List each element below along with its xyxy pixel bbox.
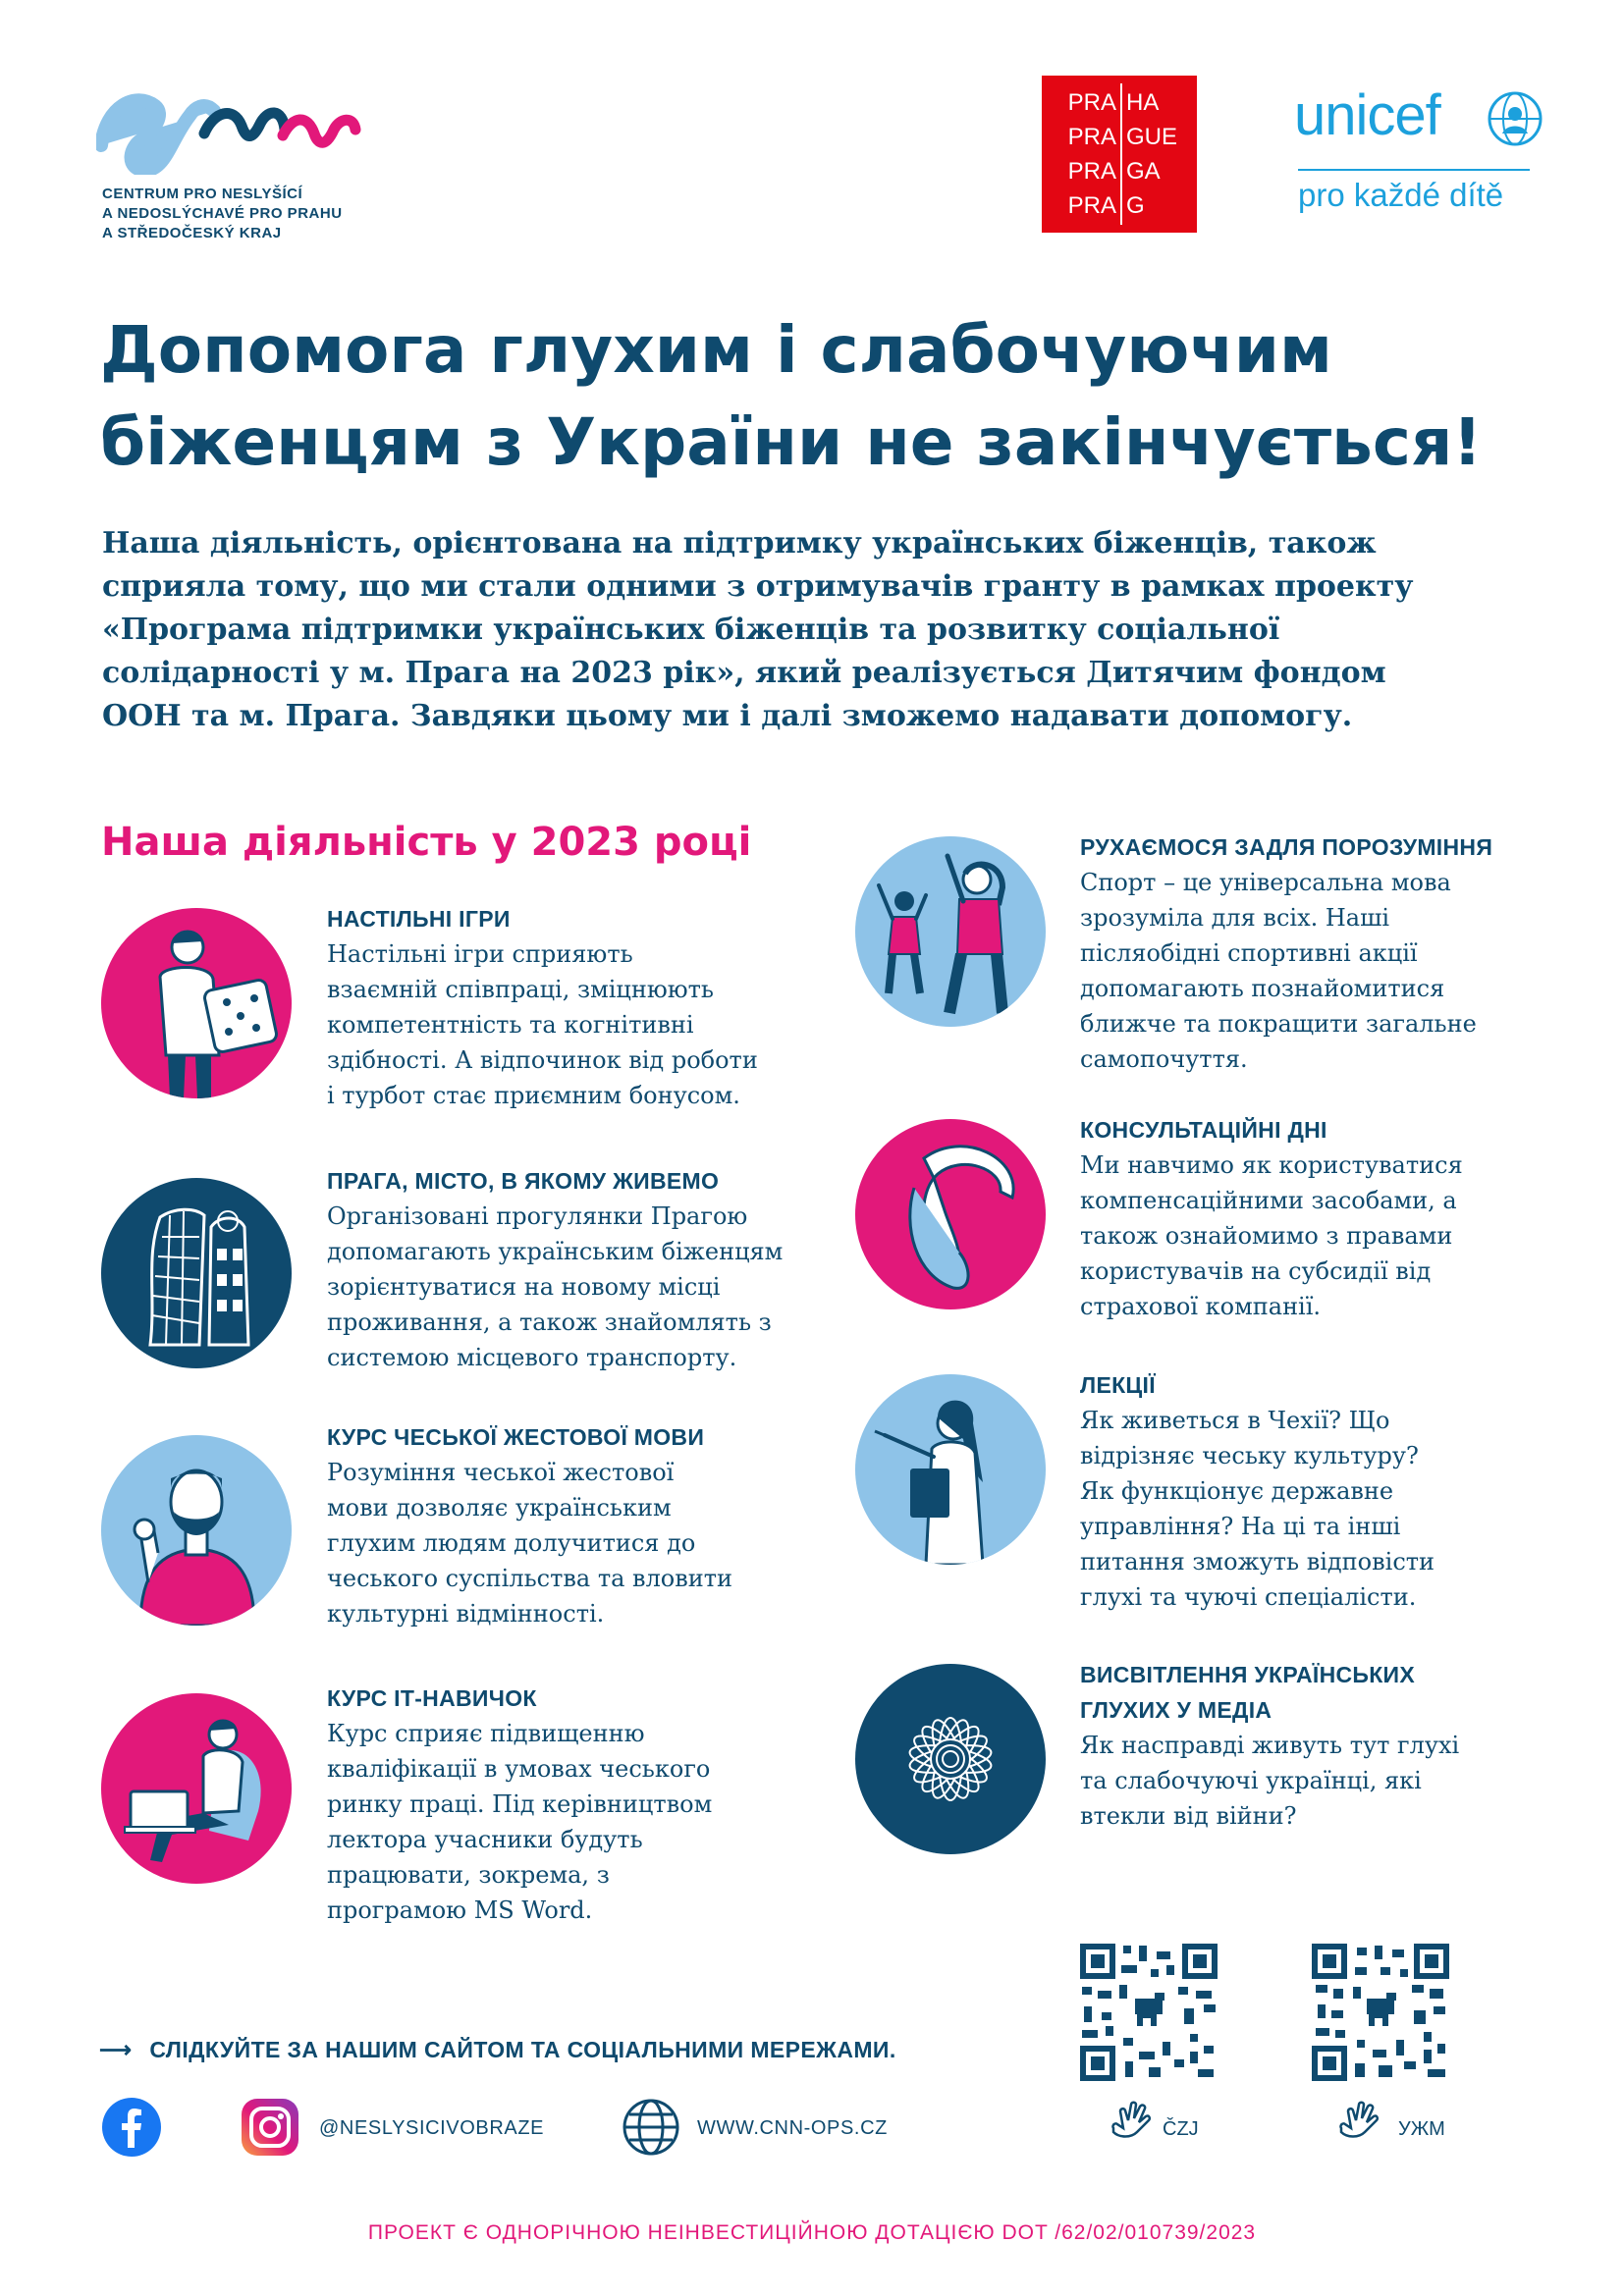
activity-description [327, 936, 758, 1113]
activity-heading: НАСТІЛЬНІ ІГРИ [327, 906, 511, 932]
page-title-line: біженцям з України не закінчується! [100, 404, 1483, 480]
qr-code-czj[interactable] [1080, 1944, 1218, 2081]
qr-code-uzhm[interactable] [1312, 1944, 1449, 2081]
praha-logo [1042, 76, 1197, 233]
activity-heading: ЛЕКЦІЇ [1080, 1372, 1156, 1398]
activity-description-line: взаємній співпраці, зміцнюють [327, 976, 714, 1003]
activity-description-line: глухі та чуючі спеціалісти. [1080, 1583, 1417, 1611]
section-title: Наша діяльність у 2023 році [101, 820, 752, 865]
activity-heading-line: ВИСВІТЛЕННЯ УКРАЇНСЬКИХ [1080, 1662, 1416, 1687]
activity-description-line: самопочуття. [1080, 1045, 1248, 1073]
cnn-logo-line: A STŘEDOČESKÝ KRAJ [102, 225, 282, 241]
activity-heading: КОНСУЛЬТАЦІЙНІ ДНІ [1080, 1117, 1327, 1143]
activity-description-line: післяобідні спортивні акції [1080, 939, 1418, 967]
activity-heading: ПРАГА, МІСТО, В ЯКОМУ ЖИВЕМО [327, 1168, 720, 1194]
praha-logo-text: GUE [1126, 124, 1178, 150]
praha-logo-text: HA [1126, 89, 1160, 116]
facebook-icon[interactable] [101, 2097, 162, 2158]
activity-description-line: кваліфікації в умовах чеського [327, 1755, 711, 1783]
instagram-handle-link[interactable]: @NESLYSICIVOBRAZE [319, 2117, 545, 2139]
activity-description-line: Курс сприяє підвищенню [327, 1720, 645, 1747]
cnn-logo [96, 86, 361, 241]
follow-us-text [99, 2037, 896, 2063]
activity-description-line: та слабочуючі українці, які [1080, 1767, 1422, 1794]
laptop-user-icon [101, 1693, 292, 1884]
unicef-logo [1294, 82, 1540, 230]
activity-description-line: зорієнтуватися на новому місці [327, 1273, 721, 1301]
intro-line: «Програма підтримки українських біженців та розвитку соціальної [102, 613, 1280, 647]
activity-description-line: втекли від війни? [1080, 1802, 1297, 1830]
activity-description-line: ближче та покращити загальне [1080, 1010, 1477, 1038]
activity-description-line: допомагають українським біженцям [327, 1238, 784, 1265]
intro-line: солідарності у м. Прага на 2023 рік», який реалізується Дитячим фондом [102, 656, 1386, 690]
activity-description-line: Як живеться в Чехії? Що [1080, 1407, 1390, 1434]
activity-description-line: системою місцевого транспорту. [327, 1344, 737, 1371]
activity-heading-line: ГЛУХИХ У МЕДІА [1080, 1697, 1272, 1723]
sport-people-icon [855, 836, 1046, 1027]
intro-paragraph [102, 522, 1555, 738]
activity-description-line: користувачів на субсидії від [1080, 1257, 1432, 1285]
activity-description-line: допомагають познайомитися [1080, 975, 1445, 1002]
activity-heading: КУРС ІТ-НАВИЧОК [327, 1685, 537, 1711]
praha-logo-text: PRA [1067, 124, 1116, 150]
activity-description [327, 1455, 732, 1631]
cnn-logo-text [102, 185, 397, 243]
activity-description-line: Ми навчимо як користуватися [1080, 1151, 1463, 1179]
activity-heading [1080, 1657, 1415, 1728]
activity-description-line: здібності. А відпочинок від роботи [327, 1046, 758, 1074]
activity-description-line: Організовані прогулянки Прагою [327, 1202, 748, 1230]
page-title [100, 304, 1553, 489]
activity-description [327, 1199, 783, 1375]
globe-icon[interactable] [621, 2097, 681, 2158]
activity-description-line: Настільні ігри сприяють [327, 940, 633, 968]
activity-description [327, 1716, 712, 1928]
activity-description-line: мови дозволяє українським [327, 1494, 672, 1522]
unicef-globe-icon [1487, 90, 1543, 147]
board-game-dice-icon [101, 908, 292, 1098]
activity-description-line: питання зможуть відповісти [1080, 1548, 1435, 1575]
activity-description-line: програмою MS Word. [327, 1896, 593, 1924]
activity-description-line: працювати, зокрема, з [327, 1861, 610, 1889]
activity-description [1080, 1728, 1459, 1834]
praha-logo-text: G [1126, 192, 1145, 219]
intro-line: ООН та м. Прага. Завдяки цьому ми і далі зможемо надавати допомогу. [102, 699, 1353, 733]
praha-logo-right [1126, 85, 1195, 223]
praha-logo-text: PRA [1067, 192, 1116, 219]
intro-line: Наша діяльність, орієнтована на підтримку українських біженців, також [102, 526, 1377, 561]
activity-description-line: управління? На ці та інші [1080, 1513, 1401, 1540]
unicef-tagline: pro každé dítě [1298, 177, 1504, 213]
lecturer-icon [855, 1374, 1046, 1565]
activity-heading: КУРС ЧЕСЬКОЇ ЖЕСТОВОЇ МОВИ [327, 1424, 705, 1450]
activity-description-line: культурні відмінності. [327, 1600, 605, 1628]
activity-description-line: лектора учасники будуть [327, 1826, 643, 1853]
activity-heading: РУХАЄМОСЯ ЗАДЛЯ ПОРОЗУМІННЯ [1080, 834, 1493, 860]
activity-description [1080, 1403, 1435, 1615]
arrow-right-icon: ⟶ [99, 2037, 133, 2062]
activity-description-line: проживання, а також знайомлять з [327, 1308, 772, 1336]
activity-description [1080, 1148, 1463, 1324]
activity-description-line: компетентність та когнітивні [327, 1011, 694, 1039]
follow-us-label: СЛІДКУЙТЕ ЗА НАШИМ САЙТОМ ТА СОЦІАЛЬНИМИ МЕРЕЖАМИ. [149, 2037, 896, 2062]
activity-description [1080, 865, 1477, 1077]
qr-label-czj: ČZJ [1163, 2118, 1199, 2140]
cnn-wave-logo-icon [96, 86, 361, 175]
activity-description-line: Розуміння чеської жестової [327, 1459, 675, 1486]
hearing-aid-icon [855, 1119, 1046, 1309]
praha-logo-left [1050, 85, 1116, 223]
praha-logo-text: PRA [1067, 158, 1116, 185]
page-title-line: Допомога глухим і слабочуючим [100, 312, 1332, 388]
activity-description-line: страхової компанії. [1080, 1293, 1322, 1320]
activity-description-line: компенсаційними засобами, а [1080, 1187, 1457, 1214]
activity-description-line: і турбот стає приємним бонусом. [327, 1082, 740, 1109]
praha-logo-divider [1120, 83, 1122, 225]
cnn-logo-line: CENTRUM PRO NESLYŠÍCÍ [102, 186, 303, 202]
activity-description-line: зрозуміла для всіх. Наші [1080, 904, 1390, 932]
praha-logo-text: GA [1126, 158, 1161, 185]
cnn-logo-line: A NEDOSLÝCHAVÉ PRO PRAHU [102, 205, 343, 222]
activity-description-line: ринку праці. Під керівництвом [327, 1790, 713, 1818]
activity-description-line: відрізняє чеську культуру? [1080, 1442, 1419, 1469]
website-link[interactable]: WWW.CNN-OPS.CZ [697, 2117, 888, 2139]
activity-description-line: також ознайомимо з правами [1080, 1222, 1453, 1250]
activity-description-line: Як функціонує державне [1080, 1477, 1394, 1505]
sign-hand-icon [1337, 2099, 1382, 2142]
activity-description-line: глухим людям долучитися до [327, 1529, 696, 1557]
praha-logo-text: PRA [1067, 89, 1116, 116]
activity-description-line: Як насправді живуть тут глухі [1080, 1732, 1460, 1759]
instagram-icon[interactable] [240, 2097, 300, 2158]
intro-line: сприяла тому, що ми стали одними з отримувачів гранту в рамках проекту [102, 569, 1414, 604]
dancing-house-icon [101, 1178, 292, 1368]
sign-hand-icon [1110, 2099, 1155, 2142]
qr-label-uzhm: УЖМ [1398, 2118, 1445, 2140]
sunflower-icon [855, 1664, 1046, 1854]
unicef-divider [1298, 169, 1530, 171]
activity-description-line: чеського суспільства та вловити [327, 1565, 733, 1592]
unicef-wordmark: unicef [1294, 83, 1440, 147]
activity-description-line: Спорт – це універсальна мова [1080, 869, 1451, 896]
project-footnote: ПРОЕКТ Є ОДНОРІЧНОЮ НЕІНВЕСТИЦІЙНОЮ ДОТАЦІЄЮ DOT /62/02/010739/2023 [367, 2221, 1257, 2244]
sign-language-man-icon [101, 1435, 292, 1626]
